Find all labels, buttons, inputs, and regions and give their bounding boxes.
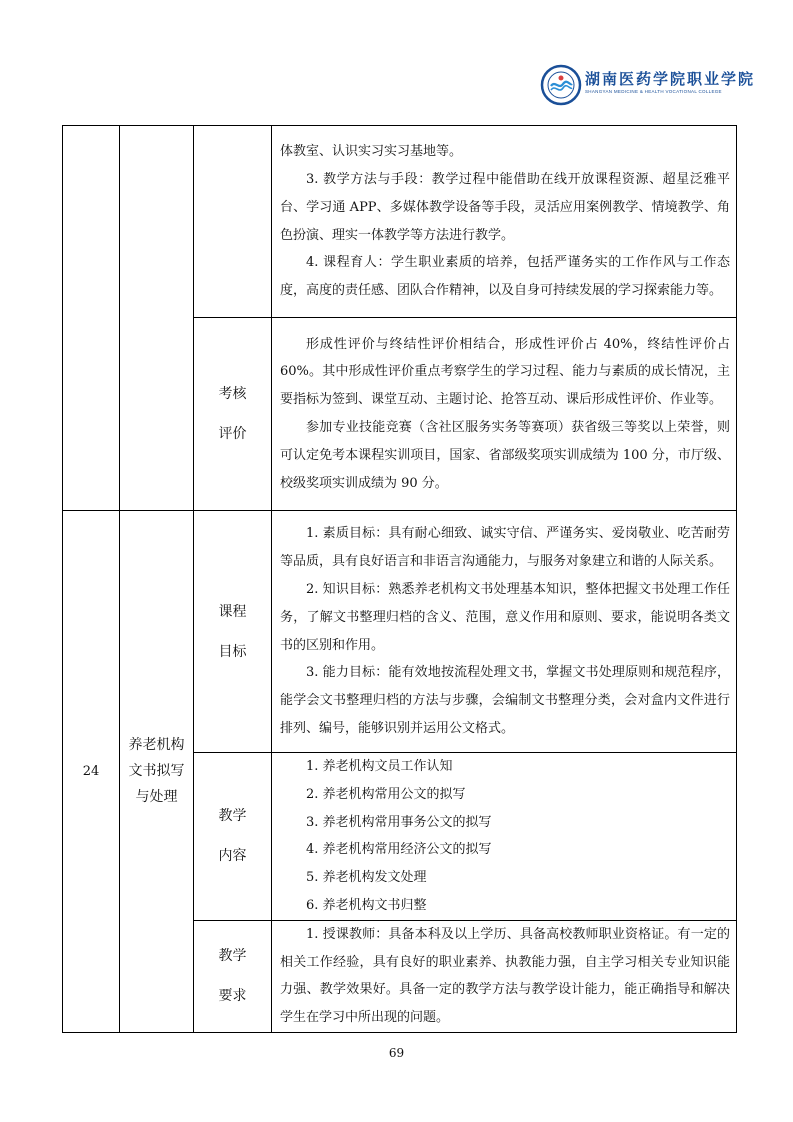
- label-line: 要求: [218, 988, 247, 1005]
- label-line: 内容: [218, 848, 247, 865]
- content-list: [280, 753, 730, 920]
- table-row-teaching-continued: [63, 126, 737, 318]
- label-line: 课程: [218, 603, 247, 620]
- paragraph: 体教室、认识实习实习基地等。: [280, 144, 463, 160]
- paragraph: 1. 素质目标：具有耐心细致、诚实守信、严谨务实、爱岗敬业、吃苦耐劳等品质，具有良好语言和非语言沟通能力，与服务对象建立和谐的人际关系。: [280, 526, 730, 570]
- paragraph: 4. 课程育人：学生职业素质的培养，包括严谨务实的工作作风与工作态度，高度的责任感、团队合作精神，以及自身可持续发展的学习探索能力等。: [280, 255, 730, 299]
- course-name-cell-empty: [120, 126, 194, 511]
- label-line: 评价: [218, 426, 247, 442]
- requirements-label-cell: [194, 920, 272, 1032]
- label-line: 目标: [218, 643, 247, 660]
- requirements-content-cell: [272, 920, 737, 1032]
- page-number: 69: [388, 1046, 405, 1060]
- curriculum-table: [62, 125, 737, 1033]
- objectives-content-cell: [272, 511, 737, 753]
- teaching-content-cell: [272, 126, 737, 318]
- course-name-line: 养老机构: [128, 737, 185, 754]
- content-label-cell: [194, 753, 272, 921]
- table-row-objectives: [63, 511, 737, 753]
- list-item: 5. 养老机构发文处理: [306, 870, 427, 886]
- paragraph: 2. 知识目标：熟悉养老机构文书处理基本知识，整体把握文书处理工作任务，了解文书整理归档的含义、范围，意义作用和原则、要求，能说明各类文书的区别和作用。: [280, 581, 730, 653]
- course-name-cell: [120, 511, 194, 1033]
- paragraph: 参加专业技能竞赛（含社区服务实务等赛项）获省级三等奖以上荣誉，则可认定免考本课程实训项目，国家、省部级奖项实训成绩为 100 分，市厅级、校级奖项实训成绩为 90 分。: [280, 420, 730, 491]
- paragraph: 形成性评价与终结性评价相结合，形成性评价占 40%，终结性评价占 60%。其中形成性评价重点考察学生的学习过程、能力与素质的成长情况，主要指标为签到、课堂互动、主题讨论、抢答互动、课后形成性评价、作业等。: [280, 336, 730, 408]
- objectives-label-cell: [194, 511, 272, 753]
- list-item: 3. 养老机构常用事务公文的拟写: [306, 814, 492, 830]
- paragraph: 3. 能力目标：能有效地按流程处理文书，掌握文书处理原则和规范程序，能学会文书整理归档的方法与步骤，会编制文书整理分类，会对盒内文件进行排列、编号，能够识别并运用公文格式。: [280, 665, 730, 736]
- assessment-content-cell: [272, 318, 737, 511]
- list-item: 6. 养老机构文书归整: [306, 897, 427, 913]
- label-line: 考核: [218, 386, 247, 402]
- paragraph: 3. 教学方法与手段：教学过程中能借助在线开放课程资源、超星泛雅平台、学习通 APP、多媒体教学设备等手段，灵活应用案例教学、情境教学、角色扮演、理实一体教学等方法进行教学。: [280, 171, 730, 243]
- list-item: 1. 养老机构文员工作认知: [306, 759, 453, 774]
- college-english-name: SHANGYAN MEDICINE & HEALTH VOCATIONAL COLLEGE: [585, 89, 722, 94]
- course-name-line: 文书拟写: [128, 763, 185, 780]
- list-item: 4. 养老机构常用经济公文的拟写: [306, 842, 492, 858]
- assessment-label-cell: [194, 318, 272, 511]
- course-name-line: 与处理: [135, 789, 178, 806]
- course-number-cell-empty: [63, 126, 120, 511]
- label-line: 教学: [218, 808, 247, 825]
- college-name-logo-text: 湖南医药学院职业学院: [585, 70, 756, 88]
- list-item: 2. 养老机构常用公文的拟写: [306, 786, 466, 802]
- course-number-cell: 24: [63, 511, 120, 1033]
- label-line: 教学: [218, 948, 247, 965]
- paragraph: 1. 授课教师：具备本科及以上学历、具备高校教师职业资格证。有一定的相关工作经验，具有良好的职业素养、执教能力强，自主学习相关专业知识能力强、教学效果好。具备一定的教学方法与教学设计能力，能正确指导和解决学生在学习中所出现的问题。: [280, 926, 730, 1026]
- category-cell-empty: [194, 126, 272, 318]
- content-list-cell: [272, 753, 737, 921]
